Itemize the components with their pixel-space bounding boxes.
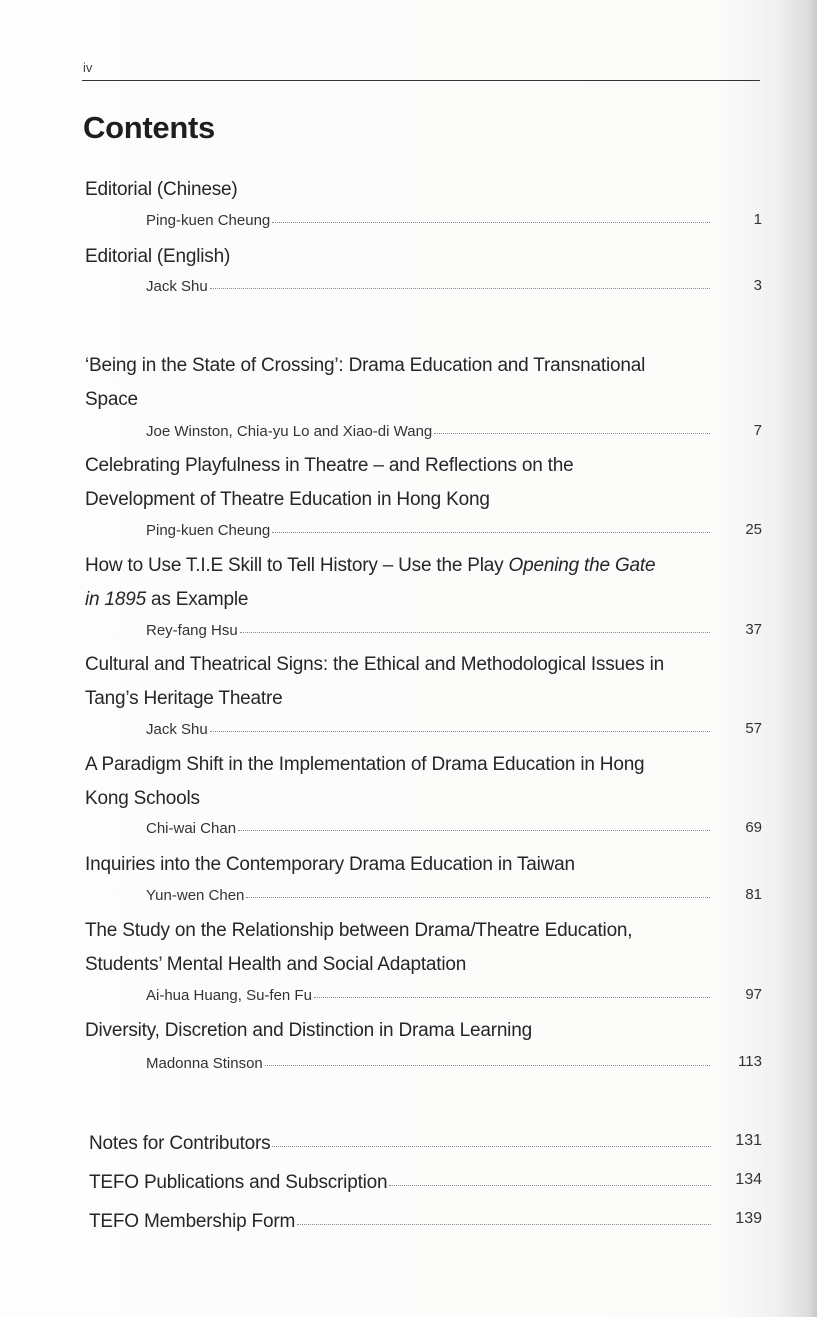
toc-entry-title-line: Editorial (English): [85, 246, 231, 267]
toc-entry-page: 25: [745, 521, 762, 538]
toc-entry-author-line[interactable]: [146, 622, 710, 642]
toc-entry-author: Ping-kuen Cheung: [146, 212, 271, 229]
toc-entry-title-line: Celebrating Playfulness in Theatre – and Reflections on the: [85, 455, 574, 476]
toc-entry-author: Madonna Stinson: [146, 1055, 263, 1072]
dot-leader: [272, 531, 710, 533]
dot-leader: [272, 221, 710, 223]
toc-entry-author-line[interactable]: [146, 1055, 710, 1075]
dot-leader: [238, 829, 710, 831]
toc-entry-author: Rey-fang Hsu: [146, 622, 238, 639]
page-title: Contents: [83, 110, 215, 145]
back-matter-label: TEFO Membership Form: [89, 1211, 296, 1232]
back-matter-item[interactable]: [89, 1133, 711, 1157]
toc-entry-page: 1: [753, 211, 762, 228]
toc-entry-author-line[interactable]: [146, 987, 710, 1007]
toc-entry-author-line[interactable]: [146, 212, 710, 232]
toc-entry-author: Ai-hua Huang, Su-fen Fu: [146, 987, 312, 1004]
dot-leader: [210, 730, 710, 732]
back-matter-page: 134: [735, 1171, 762, 1188]
toc-entry-title: [85, 349, 725, 417]
header-rule: [82, 80, 760, 81]
toc-entry-author: Jack Shu: [146, 721, 208, 738]
toc-entry-author: Yun-wen Chen: [146, 887, 245, 904]
toc-entry-author: Joe Winston, Chia-yu Lo and Xiao-di Wang: [146, 423, 433, 440]
title-text-italic: Opening the Gate: [508, 555, 656, 576]
toc-entry-author-line[interactable]: [146, 522, 710, 542]
toc-entry-title-line: [85, 583, 725, 617]
dot-leader: [272, 1145, 711, 1147]
toc-entry-title-line: ‘Being in the State of Crossing’: Drama Education and Transnational: [85, 355, 646, 376]
toc-entry-title: [85, 648, 725, 716]
toc-entry-page: 113: [738, 1053, 762, 1070]
toc-entry-title: [85, 748, 725, 816]
toc-entry-title-line: Students’ Mental Health and Social Adaptation: [85, 954, 467, 975]
page-number: iv: [83, 60, 93, 75]
toc-entry-author-line[interactable]: [146, 423, 710, 443]
dot-leader: [265, 1064, 710, 1066]
toc-entry-title-line: Space: [85, 389, 138, 410]
title-text-italic: in 1895: [85, 589, 146, 610]
toc-entry-title: [85, 848, 725, 882]
dot-leader: [240, 631, 710, 633]
dot-leader: [434, 432, 710, 434]
back-matter-label: Notes for Contributors: [89, 1133, 271, 1154]
toc-entry-title: [85, 240, 725, 274]
toc-entry-author-line[interactable]: [146, 278, 710, 298]
toc-entry-title: [85, 914, 725, 982]
toc-entry-title-line: Cultural and Theatrical Signs: the Ethical and Methodological Issues in: [85, 654, 665, 675]
toc-entry-title-line: A Paradigm Shift in the Implementation of Drama Education in Hong: [85, 754, 645, 775]
toc-entry-title-line: [85, 549, 725, 583]
back-matter-item[interactable]: [89, 1211, 711, 1235]
title-text-plain: How to Use T.I.E Skill to Tell History – Use the Play: [85, 555, 509, 576]
toc-entry-author: Chi-wai Chan: [146, 820, 237, 837]
toc-entry-page: 81: [745, 886, 762, 903]
toc-entry-author-line[interactable]: [146, 721, 710, 741]
dot-leader: [210, 287, 710, 289]
toc-entry-page: 7: [753, 422, 762, 439]
toc-entry-title: [85, 549, 725, 617]
back-matter-page: 131: [735, 1132, 762, 1149]
toc-entry-title-line: Development of Theatre Education in Hong Kong: [85, 489, 490, 510]
toc-entry-title-line: Kong Schools: [85, 788, 200, 809]
back-matter-item[interactable]: [89, 1172, 711, 1196]
title-text-plain: as Example: [145, 589, 249, 610]
toc-entry-page: 37: [745, 621, 762, 638]
toc-entry-title: [85, 449, 725, 517]
back-matter-page: 139: [735, 1210, 762, 1227]
toc-entry-page: 3: [753, 277, 762, 294]
toc-entry-page: 69: [745, 819, 762, 836]
toc-entry-page: 57: [745, 720, 762, 737]
toc-entry-title: [85, 173, 725, 207]
toc-entry-author: Ping-kuen Cheung: [146, 522, 271, 539]
dot-leader: [297, 1223, 711, 1225]
toc-entry-title-line: Inquiries into the Contemporary Drama Education in Taiwan: [85, 854, 575, 875]
toc-entry-author-line[interactable]: [146, 820, 710, 840]
back-matter-label: TEFO Publications and Subscription: [89, 1172, 388, 1193]
dot-leader: [246, 896, 710, 898]
toc-entry-title: [85, 1014, 725, 1048]
dot-leader: [389, 1184, 711, 1186]
toc-entry-author-line[interactable]: [146, 887, 710, 907]
toc-entry-title-line: Diversity, Discretion and Distinction in Drama Learning: [85, 1020, 532, 1041]
toc-entry-title-line: The Study on the Relationship between Drama/Theatre Education,: [85, 920, 633, 941]
toc-entry-title-line: Tang’s Heritage Theatre: [85, 688, 283, 709]
toc-entry-title-line: Editorial (Chinese): [85, 179, 238, 200]
toc-entry-page: 97: [745, 986, 762, 1003]
dot-leader: [314, 996, 710, 998]
toc-entry-author: Jack Shu: [146, 278, 208, 295]
